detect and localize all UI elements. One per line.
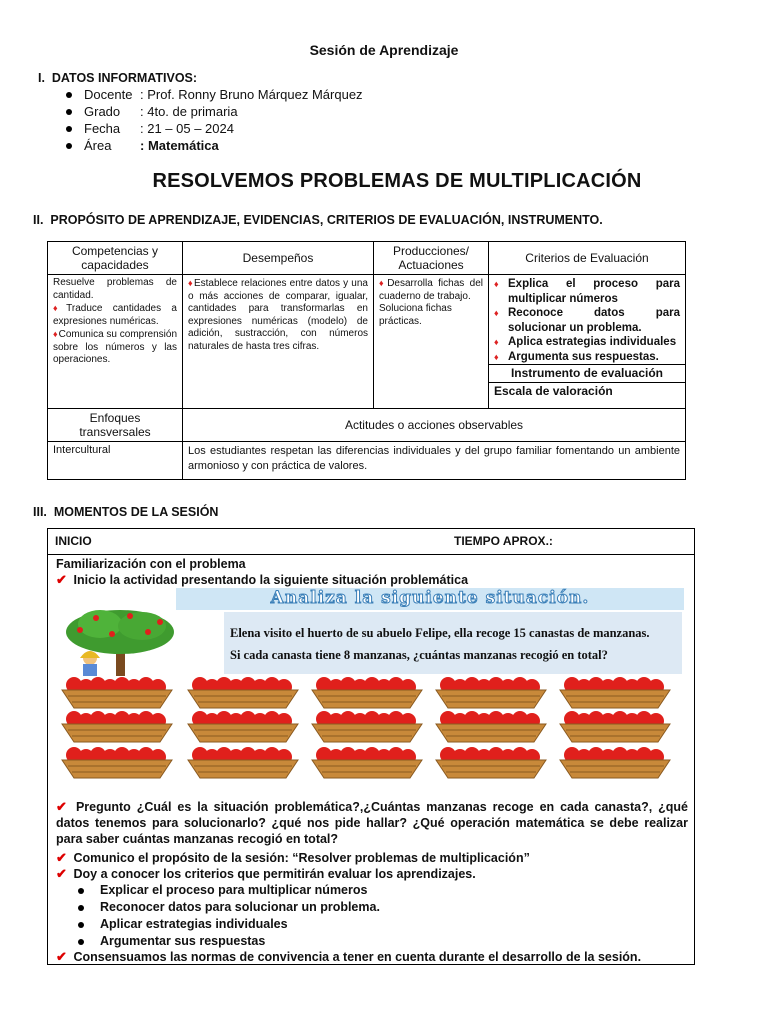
- apple-basket-icon: [308, 710, 426, 744]
- bullet-icon: [66, 126, 72, 132]
- section-3-heading: [33, 505, 218, 519]
- apple-basket-icon: [58, 676, 176, 710]
- section-2-title: PROPÓSITO DE APRENDIZAJE, EVIDENCIAS, CRITERIOS DE EVALUACIÓN, INSTRUMENTO.: [50, 213, 603, 227]
- momento-question-text: Pregunto ¿Cuál es la situación problemática?,¿Cuántas manzanas recoge en cada canasta?, ¿qué datos tenemos para solucionarlo? ¿qué nos pide hallar? ¿Qué operación matemática se debe realizar para saber cuántas manzanas recogió en total?: [56, 800, 688, 846]
- info-value: : 4to. de primaria: [140, 104, 238, 119]
- momento-purpose: [56, 850, 530, 866]
- info-list: [66, 86, 363, 154]
- checkmark-icon: ✔: [56, 799, 67, 814]
- diamond-bullet-icon: ♦: [494, 337, 499, 347]
- bullet-icon: [78, 888, 84, 894]
- section-1-number: I.: [38, 71, 45, 85]
- criterio-text: Reconoce datos para solucionar un problema.: [508, 307, 680, 334]
- criteria-bullet: [78, 916, 288, 933]
- momento-line-1: [56, 572, 468, 588]
- diamond-bullet-icon: ♦: [379, 278, 387, 288]
- checkmark-icon: ✔: [56, 572, 67, 587]
- criteria-bullet: [78, 899, 380, 916]
- momento-purpose-text: Comunico el propósito de la sesión: “Resolver problemas de multiplicación”: [73, 851, 530, 865]
- header-desempenos: Desempeños: [183, 242, 374, 275]
- info-row-area: [66, 137, 363, 154]
- criteria-bullet-text: Argumentar sus respuestas: [100, 934, 266, 948]
- apple-basket-icon: [432, 676, 550, 710]
- apple-basket-icon: [556, 676, 674, 710]
- apple-basket-icon: [556, 746, 674, 780]
- bullet-icon: [78, 922, 84, 928]
- bullet-icon: [66, 143, 72, 149]
- produccion-extra: Soluciona fichas prácticas.: [379, 303, 452, 327]
- info-row-fecha: [66, 120, 363, 137]
- apple-tree-icon: [60, 606, 180, 678]
- bullet-icon: [66, 109, 72, 115]
- apple-basket-icon: [58, 710, 176, 744]
- header-producciones: Producciones/ Actuaciones: [374, 242, 489, 275]
- criterio-item: [494, 277, 680, 306]
- criteria-bullet: [78, 933, 265, 950]
- diamond-bullet-icon: ♦: [53, 329, 58, 339]
- bullet-icon: [78, 905, 84, 911]
- main-title: RESOLVEMOS PROBLEMAS DE MULTIPLICACIÓN: [152, 170, 642, 192]
- diamond-bullet-icon: ♦: [188, 278, 193, 288]
- diamond-bullet-icon: ♦: [494, 308, 499, 318]
- section-1-title: DATOS INFORMATIVOS:: [51, 71, 198, 85]
- competencia-item-text: Traduce cantidades a expresiones numéricas.: [53, 303, 177, 327]
- cell-actitud: Los estudiantes respetan las diferencias individuales y del grupo familiar fomentando un ambiente armonioso y con práctica de valores.: [183, 442, 686, 480]
- desempeno-text: [188, 277, 368, 353]
- criteria-bullet-text: Explicar el proceso para multiplicar números: [100, 883, 368, 897]
- info-label: Docente: [84, 87, 133, 102]
- criterio-text: Argumenta sus respuestas.: [508, 350, 659, 363]
- evaluation-table: [47, 241, 686, 480]
- page-title: Sesión de Aprendizaje: [309, 42, 459, 58]
- tiempo-label: TIEMPO APROX.:: [454, 534, 553, 548]
- section-3-title: MOMENTOS DE LA SESIÓN: [53, 505, 219, 519]
- inicio-label: INICIO: [55, 534, 92, 548]
- info-label: Área: [84, 138, 112, 153]
- info-value: : Matemática: [140, 138, 219, 153]
- checkmark-icon: ✔: [56, 949, 67, 964]
- story-line-2: Si cada canasta tiene 8 manzanas, ¿cuántas manzanas recogió en total?: [230, 648, 608, 662]
- momento-line-1-text: Inicio la actividad presentando la siguiente situación problemática: [73, 573, 469, 587]
- cell-desempenos: [183, 275, 374, 409]
- apple-basket-icon: [58, 746, 176, 780]
- criterio-text: Aplica estrategias individuales: [508, 336, 677, 348]
- momentos-header: [48, 529, 694, 555]
- bullet-icon: [78, 939, 84, 945]
- bullet-icon: [66, 92, 72, 98]
- produccion-item: [379, 277, 483, 303]
- apple-basket-icon: [556, 710, 674, 744]
- checkmark-icon: ✔: [56, 866, 67, 881]
- momento-norms: [56, 949, 641, 965]
- header-competencias: Competencias y capacidades: [48, 242, 183, 275]
- cell-producciones: [374, 275, 489, 409]
- familiarizacion-title: Familiarización con el problema: [56, 557, 246, 571]
- criteria-bullet-text: Aplicar estrategias individuales: [100, 917, 288, 931]
- section-1-heading: [38, 71, 197, 85]
- diamond-bullet-icon: ♦: [494, 351, 499, 362]
- criterio-item: [494, 335, 680, 350]
- info-value: : 21 – 05 – 2024: [140, 121, 234, 136]
- diamond-bullet-icon: ♦: [53, 303, 66, 313]
- header-actitudes: Actitudes o acciones observables: [183, 409, 686, 442]
- competencia-intro: Resuelve problemas de cantidad.: [53, 277, 177, 301]
- header-enfoques: Enfoques transversales: [48, 409, 183, 442]
- momento-question: [56, 799, 688, 847]
- info-label: Grado: [84, 104, 121, 119]
- apple-basket-icon: [184, 746, 302, 780]
- info-label: Fecha: [84, 121, 121, 136]
- info-value: : Prof. Ronny Bruno Márquez Márquez: [140, 87, 363, 102]
- info-row-grado: [66, 103, 363, 120]
- instrumento-value: Escala de valoración: [489, 382, 685, 400]
- competencia-item: [53, 328, 177, 367]
- competencia-item-text: Comunica su comprensión sobre los números y las operaciones.: [53, 329, 178, 365]
- competencia-item: [53, 302, 177, 328]
- story-line-1: Elena visito el huerto de su abuelo Felipe, ella recoge 15 canastas de manzanas.: [230, 626, 650, 640]
- criterio-item: [494, 350, 680, 365]
- cell-enfoque: Intercultural: [48, 442, 183, 480]
- momento-criteria-text: Doy a conocer los criterios que permitirán evaluar los aprendizajes.: [73, 867, 476, 881]
- momento-norms-text: Consensuamos las normas de convivencia a tener en cuenta durante el desarrollo de la sesión.: [73, 950, 642, 964]
- momento-criteria: [56, 866, 476, 882]
- apple-basket-icon: [432, 746, 550, 780]
- apple-basket-icon: [308, 746, 426, 780]
- apple-basket-icon: [308, 676, 426, 710]
- criteria-bullet-text: Reconocer datos para solucionar un problema.: [100, 900, 380, 914]
- checkmark-icon: ✔: [56, 850, 67, 865]
- criterio-text: Explica el proceso para multiplicar números: [508, 278, 680, 305]
- analiza-banner: Analiza la siguiente situación.: [176, 588, 684, 610]
- section-3-number: III.: [33, 505, 47, 519]
- diamond-bullet-icon: ♦: [494, 279, 499, 289]
- apple-basket-icon: [432, 710, 550, 744]
- apple-basket-icon: [184, 676, 302, 710]
- section-2-heading: [33, 213, 603, 227]
- criterio-item: [494, 306, 680, 335]
- desempeno-text-content: Establece relaciones entre datos y una o más acciones de comparar, igualar, cantidades para transformarlas en expresiones numéricas (modelo) de adición, sustracción, con números naturales de hasta tres cifras.: [188, 278, 368, 352]
- section-2-number: II.: [33, 213, 44, 227]
- cell-competencias: [48, 275, 183, 409]
- info-row-docente: [66, 86, 363, 103]
- problem-story: [224, 612, 682, 674]
- instrumento-title: Instrumento de evaluación: [489, 364, 685, 382]
- problem-illustration: [58, 588, 684, 788]
- cell-criterios: [489, 275, 686, 409]
- criteria-bullet: [78, 882, 367, 899]
- apple-basket-icon: [184, 710, 302, 744]
- produccion-item-text: Desarrolla fichas del cuaderno de trabajo.: [379, 278, 483, 302]
- header-criterios: Criterios de Evaluación: [489, 242, 686, 275]
